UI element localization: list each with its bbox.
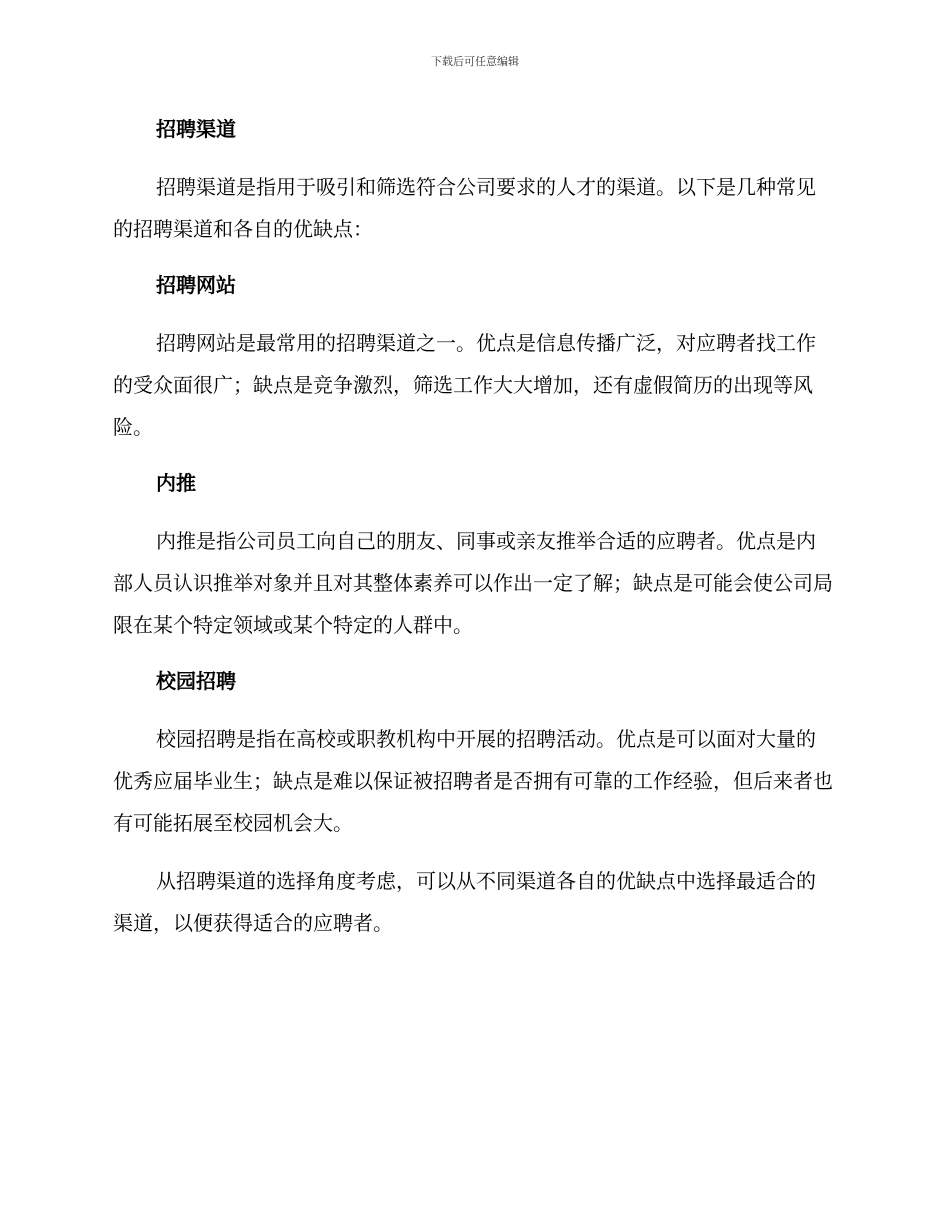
- section-paragraph-recruitment-channels: 招聘渠道是指用于吸引和筛选符合公司要求的人才的渠道。以下是几种常见的招聘渠道和各自的优缺点：: [113, 175, 816, 241]
- section-heading-job-websites: 招聘网站: [156, 273, 236, 297]
- document-body: [113, 110, 835, 960]
- section-heading-campus-recruiting: 校园招聘: [156, 669, 236, 693]
- section-paragraph-campus-recruiting: 校园招聘是指在高校或职教机构中开展的招聘活动。优点是可以面对大量的优秀应届毕业生；缺点是难以保证被招聘者是否拥有可靠的工作经验，但后来者也有可能拓展至校园机会大。: [113, 727, 833, 835]
- section-paragraph-referrals: 内推是指公司员工向自己的朋友、同事或亲友推举合适的应聘者。优点是内部人员认识推举对象并且对其整体素养可以作出一定了解；缺点是可能会使公司局限在某个特定领域或某个特定的人群中。: [113, 529, 833, 637]
- section-heading-referrals: 内推: [156, 471, 196, 495]
- section-paragraph-job-websites: 招聘网站是最常用的招聘渠道之一。优点是信息传播广泛，对应聘者找工作的受众面很广；缺点是竞争激烈，筛选工作大大增加，还有虚假简历的出现等风险。: [113, 331, 816, 439]
- conclusion-paragraph: 从招聘渠道的选择角度考虑，可以从不同渠道各自的优缺点中选择最适合的渠道，以便获得适合的应聘者。: [113, 869, 816, 935]
- page-header: 下载后可任意编辑: [431, 55, 519, 68]
- section-heading-recruitment-channels: 招聘渠道: [156, 117, 236, 141]
